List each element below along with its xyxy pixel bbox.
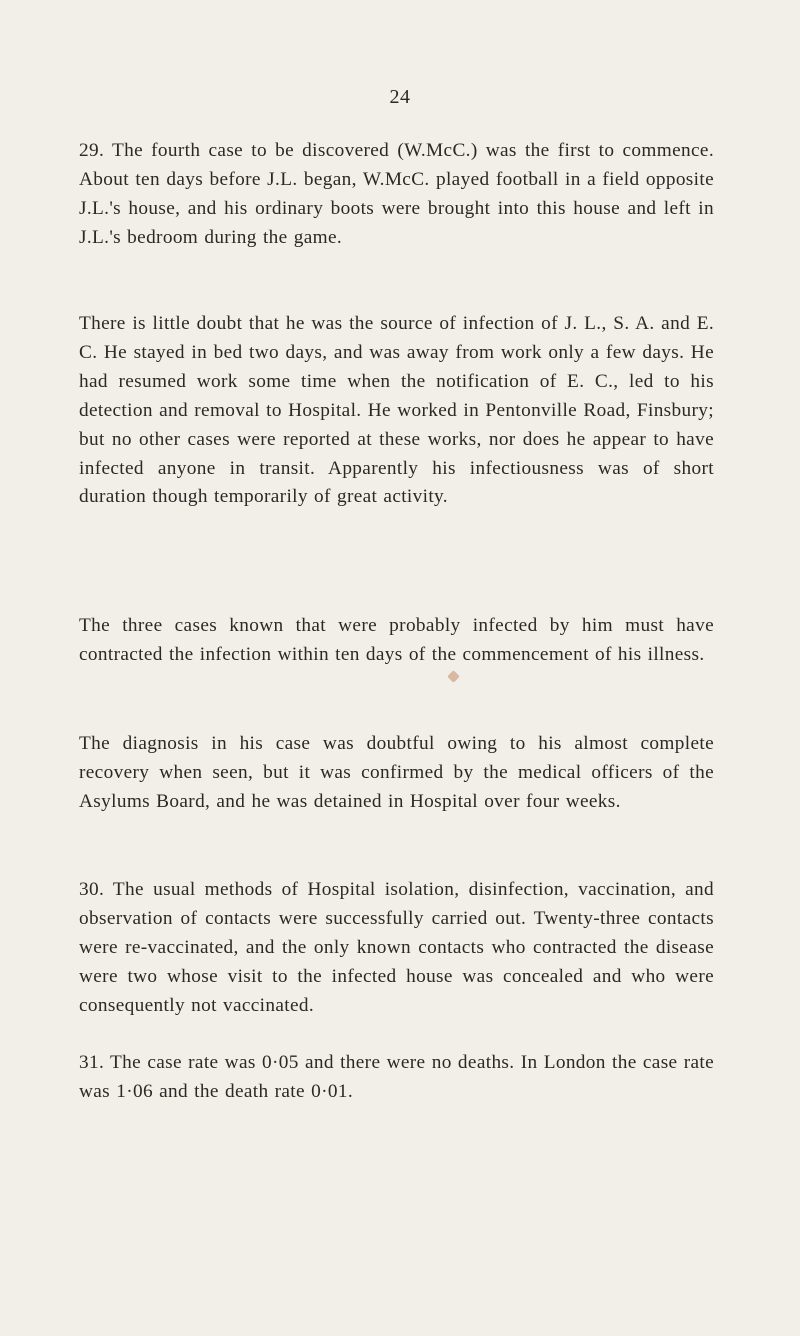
paragraph-29: 29. The fourth case to be discovered (W.McC.) was the first to commence. About ten days before J.L. began, W.McC. played football in a field opposite J.L.'s house, and his ordinary boots were brought into this house and left in J.L.'s bedroom during the game. xyxy=(79,140,714,248)
paragraph-three-cases: The three cases known that were probably infected by him must have contracted the infection within ten days of the commencement of his illness. xyxy=(79,615,714,665)
paragraph-source-of-infection: There is little doubt that he was the source of infection of J. L., S. A. and E. C. He stayed in bed two days, and was away from work only a few days. He had resumed work some time when the notification of E. C., led to his detection and removal to Hospital. He worked in Pentonville Road, Finsbury; but no other cases were reported at these works, nor does he appear to have infected anyone in transit. Apparently his infectiousness was of short duration though temporarily of great activity. xyxy=(79,313,714,508)
paragraph-diagnosis: The diagnosis in his case was doubtful owing to his almost complete recovery when seen, but it was confirmed by the medical officers of the Asylums Board, and he was detained in Hospital over four weeks. xyxy=(79,733,714,812)
ink-speck xyxy=(447,670,460,683)
paragraph-31: 31. The case rate was 0·05 and there were no deaths. In London the case rate was 1·06 and the death rate 0·01. xyxy=(79,1052,714,1102)
paragraph-30: 30. The usual methods of Hospital isolation, disinfection, vaccination, and observation of contacts were successfully carried out. Twenty-three contacts were re-vaccinated, and the only known contacts who contracted the disease were two whose visit to the infected house was concealed and who were consequently not vaccinated. xyxy=(79,879,714,1016)
page-number: 24 xyxy=(389,86,411,108)
